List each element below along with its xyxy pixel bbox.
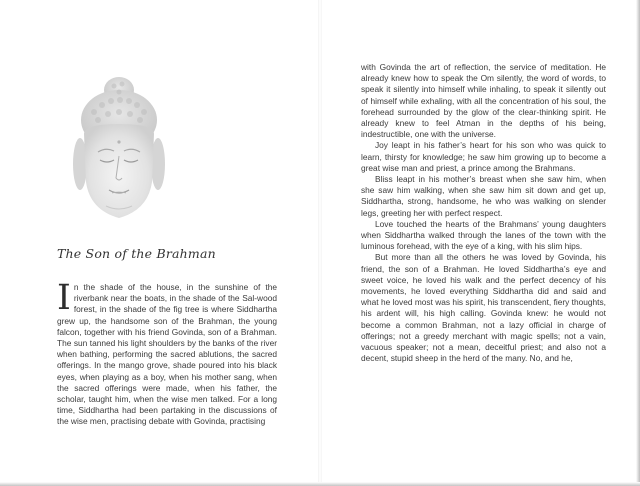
- page-edge-shadow-bottom: [0, 482, 640, 486]
- left-page-column: [57, 278, 277, 428]
- chapter-title: The Son of the Brahman: [57, 246, 216, 261]
- paragraph-mother-bliss: Bliss leapt in his mother’s breast when she saw him, when she saw him walking, when she saw him sit down and get up, Siddhartha, strong, handsome, he who was walking on slender legs, greeting her with perfect respect.: [361, 174, 606, 218]
- right-page-column: [361, 62, 606, 364]
- paragraph-govinda-love: But more than all the others he was loved by Govinda, his friend, the son of a Brahman. He loved Siddhartha’s eye and sweet voice, he loved his walk and the perfect decency of his movements, he loved everything Siddhartha did and said and what he loved most was his spirit, his transcendent, fiery thoughts, his ardent will, his high calling. Govinda knew: he would not become a common Brahman, not a lazy official in charge of offerings; not a greedy merchant with magic spells; not a vain, vacuous speaker; not a mean, deceitful priest; and also not a decent, stupid sheep in the herd of the many. No, and he,: [361, 252, 606, 364]
- buddha-head-illustration: [64, 72, 174, 232]
- opening-paragraph-text: n the shade of the house, in the sunshine of the riverbank near the boats, in the shade of the Sal-wood forest, in the shade of the fig tree is where Siddhartha grew up, the handsome son of the Brahman, the young falcon, together with his friend Govinda, son of a Brahman. The sun tanned his light shoulders by the banks of the river when bathing, performing the sacred ablutions, the sacred offerings. In the mango grove, shade poured into his black eyes, when playing as a boy, when his mother sang, when the sacred offerings were made, when his father, the scholar, taught him, when the wise men talked. For a long time, Siddhartha had been partaking in the discussions of the wise men, practising debate with Govinda, practising: [57, 282, 277, 427]
- page-edge-shadow-right: [636, 0, 640, 486]
- dropcap-letter: I: [57, 278, 71, 318]
- page-gutter: [318, 0, 322, 486]
- paragraph-father-joy: Joy leapt in his father’s heart for his son who was quick to learn, thirsty for knowledge; he saw him growing up to become a great wise man and priest, a prince among the Brahmans.: [361, 140, 606, 173]
- opening-paragraph: [57, 278, 277, 428]
- paragraph-daughters-love: Love touched the hearts of the Brahmans’ young daughters when Siddhartha walked through the lanes of the town with the luminous forehead, with the eye of a king, with his slim hips.: [361, 218, 606, 252]
- paragraph-continued: with Govinda the art of reflection, the service of meditation. He already knew how to speak the Om silently, the word of words, to speak it silently into himself while inhaling, to speak it silently out of himself while exhaling, with all the concentration of his soul, the forehead surrounded by the glow of the clear-thinking spirit. He already knew to feel Atman in the depths of his being, indestructible, one with the universe.: [361, 62, 606, 140]
